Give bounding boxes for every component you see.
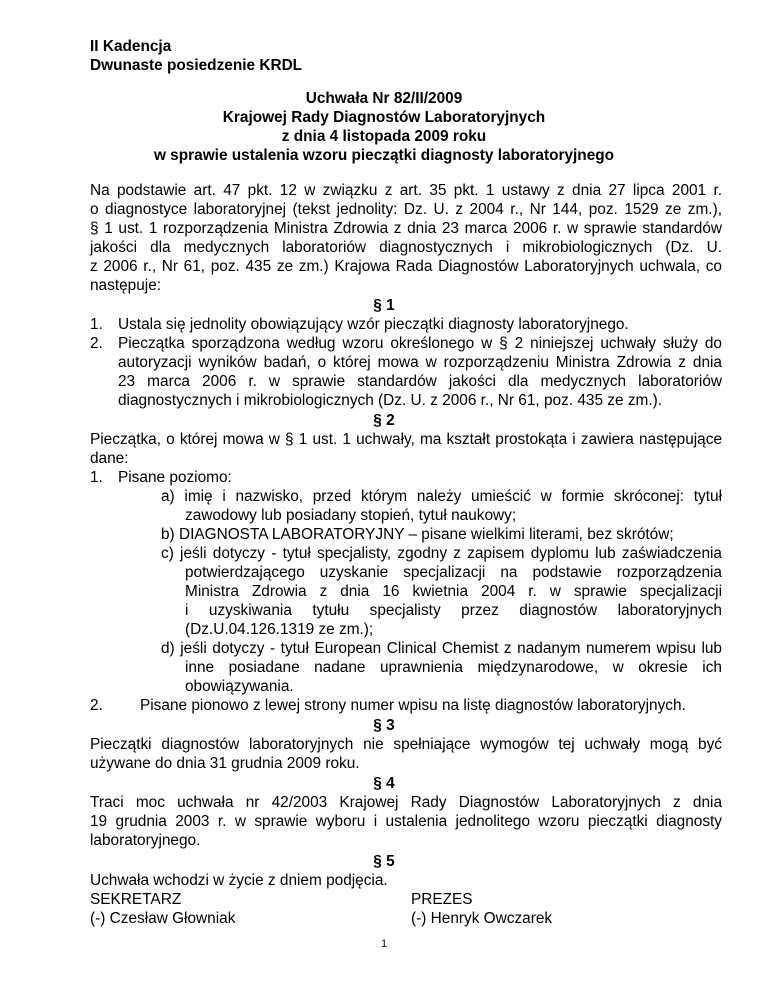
s1-item-1-text: Ustala się jednolity obowiązujący wzór pieczątki diagnosty laboratoryjnego. bbox=[118, 316, 629, 333]
header-kadencja: II Kadencja bbox=[90, 38, 172, 55]
signature-right-name: (-) Henryk Owczarek bbox=[411, 910, 553, 927]
title-line-3: z dnia 4 listopada 2009 roku bbox=[281, 128, 487, 145]
title-line-1: Uchwała Nr 82/II/2009 bbox=[305, 90, 463, 107]
s2-point-c-line: i uzyskiwania tytułu specjalisty przez diagnostów laboratoryjnych bbox=[185, 602, 722, 619]
section-3-heading: § 3 bbox=[373, 717, 395, 734]
s1-item-1-number: 1. bbox=[90, 316, 103, 333]
s2-intro-line: Pieczątka, o której mowa w § 1 ust. 1 uchwały, ma kształt prostokąta i zawiera następujące bbox=[90, 431, 722, 448]
signature-right-role: PREZES bbox=[411, 891, 473, 908]
s2-item-2-number: 2. bbox=[90, 697, 103, 714]
s1-item-2-number: 2. bbox=[90, 335, 103, 352]
title-line-4: w sprawie ustalenia wzoru pieczątki diagnosty laboratoryjnego bbox=[153, 147, 615, 164]
preamble-line: Na podstawie art. 47 pkt. 12 w związku z art. 35 pkt. 1 ustawy z dnia 27 lipca 2001 r. bbox=[90, 182, 722, 199]
preamble-line: o diagnostyce laboratoryjnej (tekst jednolity: Dz. U. z 2004 r., Nr 144, poz. 1529 ze zm.), bbox=[90, 201, 722, 218]
s2-point-d-line: inne posiadane nadane uprawnienia międzynarodowe, w okresie ich bbox=[185, 659, 722, 676]
header-posiedzenie: Dwunaste posiedzenie KRDL bbox=[90, 57, 303, 74]
s2-point-c-line: c) jeśli dotyczy - tytuł specjalisty, zgodny z zapisem dyplomu lub zaświadczenia bbox=[161, 545, 722, 562]
s2-point-d-line: d) jeśli dotyczy - tytuł European Clinical Chemist z nadanym numerem wpisu lub bbox=[161, 640, 722, 657]
s1-item-2-line: diagnostycznych i mikrobiologicznych (Dz. U. z 2006 r., Nr 61, poz. 435 ze zm.). bbox=[118, 392, 663, 409]
section-2-heading: § 2 bbox=[373, 412, 395, 429]
signature-left-role: SEKRETARZ bbox=[90, 891, 182, 908]
s2-point-c-line: (Dz.U.04.126.1319 ze zm.); bbox=[185, 621, 374, 638]
s1-item-2-line: Pieczątka sporządzona według wzoru określonego w § 2 niniejszej uchwały służy do bbox=[118, 335, 722, 352]
section-4-heading: § 4 bbox=[373, 775, 395, 792]
signature-left-name: (-) Czesław Głowniak bbox=[90, 910, 236, 927]
preamble-line: § 1 ust. 1 rozporządzenia Ministra Zdrowia z dnia 23 marca 2006 r. w sprawie standardów bbox=[90, 220, 722, 237]
s2-point-c-line: Ministra Zdrowia z dnia 16 kwietnia 2004 r. w sprawie specjalizacji bbox=[185, 583, 722, 600]
s2-point-a-line: a) imię i nazwisko, przed którym należy umieścić w formie skróconej: tytuł bbox=[161, 488, 722, 505]
title-line-2: Krajowej Rady Diagnostów Laboratoryjnych bbox=[222, 109, 546, 126]
s1-item-2-line: autoryzacji wyników badań, o której mowa w rozporządzeniu Ministra Zdrowia z dnia bbox=[118, 354, 722, 371]
s3-text-line: używane do dnia 31 grudnia 2009 roku. bbox=[90, 755, 360, 772]
section-5-heading: § 5 bbox=[373, 853, 395, 870]
preamble-line: następuje: bbox=[90, 277, 162, 294]
s2-point-c-line: potwierdzającego uzyskanie specjalizacji na podstawie rozporządzenia bbox=[185, 564, 722, 581]
s4-text-line: 19 grudnia 2003 r. w sprawie wyboru i ustalenia jednolitego wzoru pieczątki diagnosty bbox=[90, 813, 722, 830]
s3-text-line: Pieczątki diagnostów laboratoryjnych nie spełniające wymogów tej uchwały mogą być bbox=[90, 736, 722, 753]
s2-point-a-line: zawodowy lub posiadany stopień, tytuł naukowy; bbox=[185, 507, 517, 524]
s2-item-1-text: Pisane poziomo: bbox=[118, 469, 232, 486]
page-number: 1 bbox=[380, 938, 388, 950]
s2-point-b: b) DIAGNOSTA LABORATORYJNY – pisane wielkimi literami, bez skrótów; bbox=[161, 526, 674, 543]
s5-text: Uchwała wchodzi w życie z dniem podjęcia. bbox=[90, 872, 388, 889]
preamble-line: z 2006 r., Nr 61, poz. 435 ze zm.) Krajowa Rada Diagnostów Laboratoryjnych uchwala, co bbox=[90, 258, 722, 275]
s2-item-2-text: Pisane pionowo z lewej strony numer wpisu na listę diagnostów laboratoryjnych. bbox=[140, 697, 686, 714]
s4-text-line: laboratoryjnego. bbox=[90, 832, 201, 849]
preamble-line: jakości dla medycznych laboratoriów diagnostycznych i mikrobiologicznych (Dz. U. bbox=[90, 239, 722, 256]
section-1-heading: § 1 bbox=[373, 297, 395, 314]
s1-item-2-line: 23 marca 2006 r. w sprawie standardów jakości dla medycznych laboratoriów bbox=[118, 373, 722, 390]
s4-text-line: Traci moc uchwała nr 42/2003 Krajowej Rady Diagnostów Laboratoryjnych z dnia bbox=[90, 794, 722, 811]
s2-intro-line: dane: bbox=[90, 450, 129, 467]
s2-point-d-line: obowiązywania. bbox=[185, 678, 294, 695]
s2-item-1-number: 1. bbox=[90, 469, 103, 486]
